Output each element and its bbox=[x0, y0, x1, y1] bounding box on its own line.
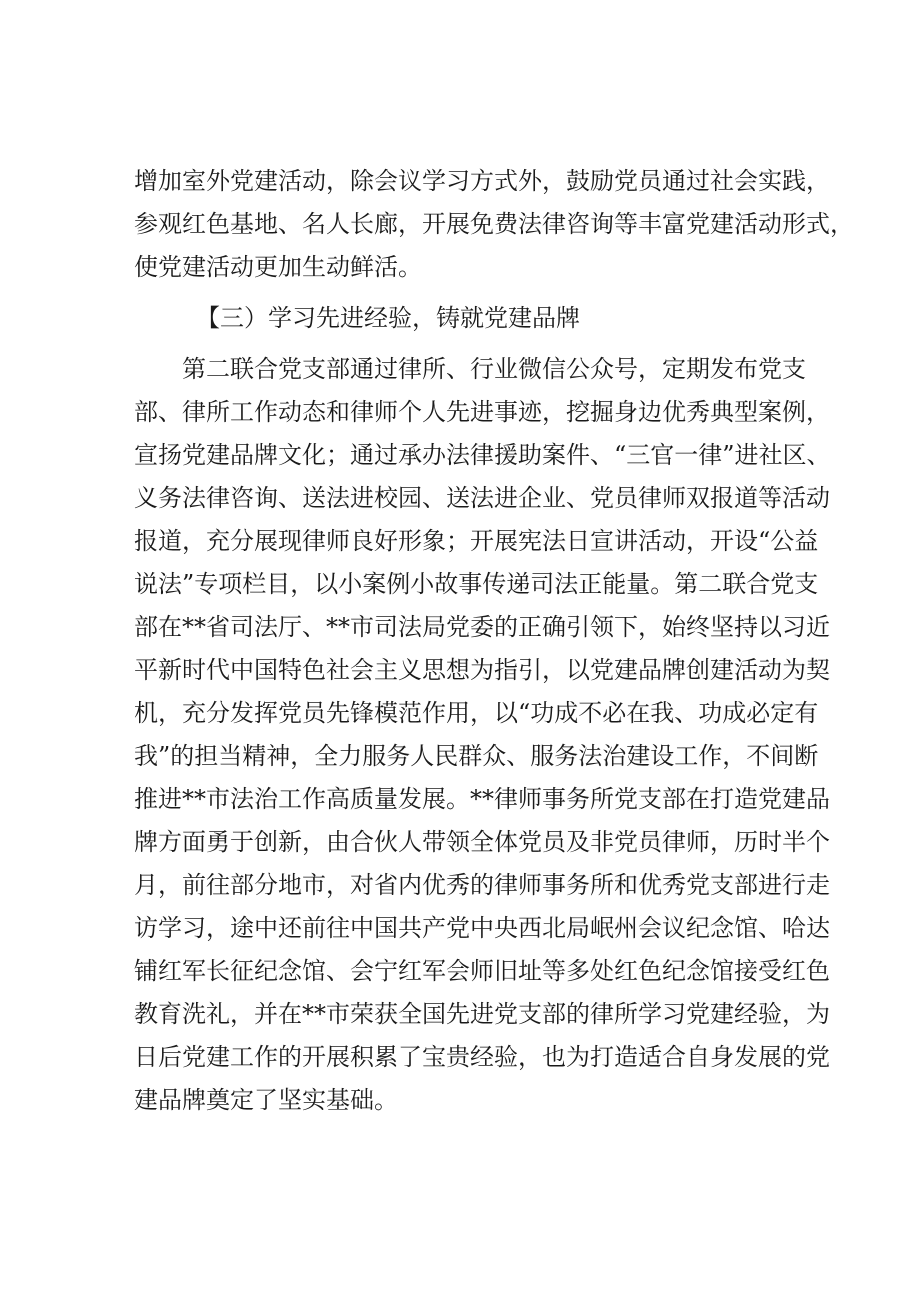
paragraph-learn-experience bbox=[134, 348, 831, 1122]
paragraph-line: 部在**省司法厅、**市司法局党委的正确引领下，始终坚持以习近 bbox=[134, 613, 830, 641]
document-body bbox=[134, 160, 854, 1122]
paragraph-line: 增加室外党建活动，除会议学习方式外，鼓励党员通过社会实践， bbox=[134, 167, 830, 195]
paragraph-line: 铺红军长征纪念馆、会宁红军会师旧址等多处红色纪念馆接受红色 bbox=[134, 957, 830, 985]
section-heading: 【三）学习先进经验，铸就党建品牌 bbox=[196, 304, 580, 332]
paragraph-line: 第二联合党支部通过律所、行业微信公众号，定期发布党支 bbox=[182, 355, 806, 383]
paragraph-line: 说法”专项栏目，以小案例小故事传递司法正能量。第二联合党支 bbox=[134, 570, 819, 598]
paragraph-outdoor-activities bbox=[134, 160, 854, 289]
paragraph-line: 牌方面勇于创新，由合伙人带领全体党员及非党员律师，历时半个 bbox=[134, 828, 830, 856]
paragraph-line: 义务法律咨询、送法进校园、送法进企业、党员律师双报道等活动 bbox=[134, 484, 830, 512]
paragraph-line: 机，充分发挥党员先锋模范作用，以“功成不必在我、功成必定有 bbox=[134, 699, 819, 727]
paragraph-line: 推进**市法治工作高质量发展。**律师事务所党支部在打造党建品 bbox=[134, 785, 830, 813]
paragraph-line: 月，前往部分地市，对省内优秀的律师事务所和优秀党支部进行走 bbox=[134, 871, 830, 899]
paragraph-line: 平新时代中国特色社会主义思想为指引，以党建品牌创建活动为契 bbox=[134, 656, 830, 684]
paragraph-line: 我”的担当精神，全力服务人民群众、服务法治建设工作，不间断 bbox=[134, 742, 819, 770]
paragraph-line: 建品牌奠定了坚实基础。 bbox=[134, 1086, 398, 1114]
paragraph-line: 参观红色基地、名人长廊，开展免费法律咨询等丰富党建活动形式， bbox=[134, 210, 854, 238]
paragraph-line: 使党建活动更加生动鲜活。 bbox=[134, 253, 422, 281]
paragraph-line: 日后党建工作的开展积累了宝贵经验，也为打造适合自身发展的党 bbox=[134, 1043, 830, 1071]
paragraph-line: 教育洗礼，并在**市荣获全国先进党支部的律所学习党建经验，为 bbox=[134, 1000, 830, 1028]
paragraph-line: 宣扬党建品牌文化；通过承办法律援助案件、“三官一律”进社区、 bbox=[134, 441, 831, 469]
paragraph-line: 访学习，途中还前往中国共产党中央西北局岷州会议纪念馆、哈达 bbox=[134, 914, 830, 942]
paragraph-gap bbox=[134, 340, 794, 348]
paragraph-gap bbox=[134, 289, 794, 297]
paragraph-line: 报道，充分展现律师良好形象；开展宪法日宣讲活动，开设“公益 bbox=[134, 527, 819, 555]
paragraph-line: 部、律所工作动态和律师个人先进事迹，挖掘身边优秀典型案例， bbox=[134, 398, 830, 426]
